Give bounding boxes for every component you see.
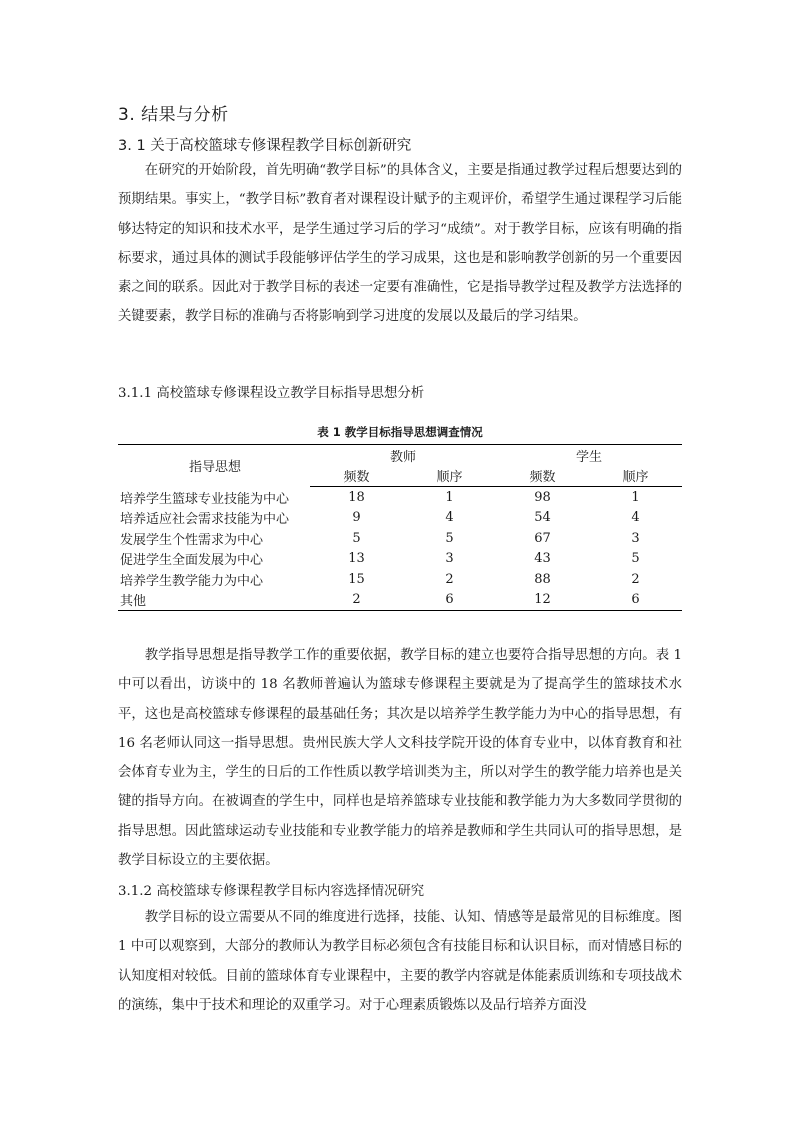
row-label: 其他 xyxy=(118,590,310,611)
student-freq: 43 xyxy=(534,551,551,567)
student-freq: 12 xyxy=(496,590,589,611)
section-title: 3. 结果与分析 xyxy=(118,105,229,125)
row-label: 促进学生全面发展为中心 xyxy=(120,553,264,569)
table-caption: 表 1 教学目标指导思想调查情况 xyxy=(317,425,483,439)
teacher-rank: 5 xyxy=(445,530,454,546)
subsection-title: 3. 1 关于高校篮球专修课程教学目标创新研究 xyxy=(118,138,412,154)
student-rank: 1 xyxy=(631,489,640,505)
student-freq: 98 xyxy=(534,489,551,505)
student-freq: 67 xyxy=(534,530,551,546)
intro-paragraph: 在研究的开始阶段，首先明确“教学目标”的具体含义，主要是指通过教学过程后想要达到的预期结果。事实上，“教学目标”教育者对课程设计赋予的主观评价，希望学生通过课程学习后能够达特定的知识和技术水平，是学生通过学习后的学习“成绩”。对于教学目标，应该有明确的指标要求，通过具体的测试手段能够评估学生的学习成果，这也是和影响教学创新的另一个重要因素之间的联系。因此对于教学目标的表述一定要有准确性，它是指导教学过程及教学方法选择的关键要素，教学目标的准确与否将影响到学习进度的发展以及最后的学习结果。 xyxy=(118,163,682,325)
teacher-rank: 2 xyxy=(445,571,454,587)
teacher-rank: 4 xyxy=(445,510,454,526)
teacher-freq: 18 xyxy=(348,489,365,505)
col-header-teacher-rank: 顺序 xyxy=(403,466,496,487)
row-label: 培养学生教学能力为中心 xyxy=(120,573,264,589)
row-label: 培养适应社会需求技能为中心 xyxy=(120,512,290,528)
teacher-rank: 6 xyxy=(403,590,496,611)
row-label: 发展学生个性需求为中心 xyxy=(120,532,264,548)
table-row xyxy=(118,569,682,590)
col-header-guiding-thought: 指导思想 xyxy=(118,445,310,487)
student-rank: 3 xyxy=(631,530,640,546)
col-group-teacher: 教师 xyxy=(310,445,496,466)
subsubsection-title-1: 3.1.1 高校篮球专修课程设立教学目标指导思想分析 xyxy=(118,386,425,401)
teacher-freq: 2 xyxy=(310,590,403,611)
table-row xyxy=(118,528,682,549)
content-paragraph: 教学目标的设立需要从不同的维度进行选择，技能、认知、情感等是最常见的目标维度。图 1 中可以观察到，大部分的教师认为教学目标必须包含有技能目标和认识目标，而对情感目标的认知度相对较低。目前的篮球体育专业课程中，主要的教学内容就是体能素质训练和专项技战术的演练，集中于技术和理论的双重学习。对于心理素质锻炼以及品行培养方面没 xyxy=(118,910,682,1013)
row-label: 培养学生篮球专业技能为中心 xyxy=(120,491,290,507)
student-freq: 54 xyxy=(534,510,551,526)
teacher-freq: 13 xyxy=(348,551,365,567)
student-rank: 2 xyxy=(631,571,640,587)
table-row xyxy=(118,590,682,611)
student-freq: 88 xyxy=(534,571,551,587)
col-header-student-rank: 顺序 xyxy=(589,466,682,487)
teacher-freq: 9 xyxy=(352,510,361,526)
teacher-freq: 5 xyxy=(352,530,361,546)
col-header-student-freq: 频数 xyxy=(496,466,589,487)
table-row xyxy=(118,549,682,570)
teacher-freq: 15 xyxy=(348,571,365,587)
table-row xyxy=(118,508,682,529)
student-rank: 4 xyxy=(631,510,640,526)
teacher-rank: 1 xyxy=(445,489,454,505)
guiding-thought-table xyxy=(118,444,682,611)
student-rank: 6 xyxy=(589,590,682,611)
analysis-paragraph: 教学指导思想是指导教学工作的重要依据，教学目标的建立也要符合指导思想的方向。表 1 中可以看出，访谈中的 18 名教师普遍认为篮球专修课程主要就是为了提高学生的篮球技术水平，这也是高校篮球专修课程的最基础任务；其次是以培养学生教学能力为中心的指导思想，有 16 名老师认同这一指导思想。贵州民族大学人文科技学院开设的体育专业中，以体育教育和社会体育专业为主，学生的日后的工作性质以教学培训类为主，所以对学生的教学能力培养也是关键的指导方向。在被调查的学生中，同样也是培养篮球专业技能和教学能力为大多数同学贯彻的指导思想。因此篮球运动专业技能和专业教学能力的培养是教师和学生共同认可的指导思想，是教学目标设立的主要依据。 xyxy=(118,648,682,869)
col-header-teacher-freq: 频数 xyxy=(310,466,403,487)
student-rank: 5 xyxy=(631,551,640,567)
col-group-student: 学生 xyxy=(496,445,682,466)
table-row xyxy=(118,487,682,508)
subsubsection-title-2: 3.1.2 高校篮球专修课程教学目标内容选择情况研究 xyxy=(118,884,425,899)
teacher-rank: 3 xyxy=(445,551,454,567)
